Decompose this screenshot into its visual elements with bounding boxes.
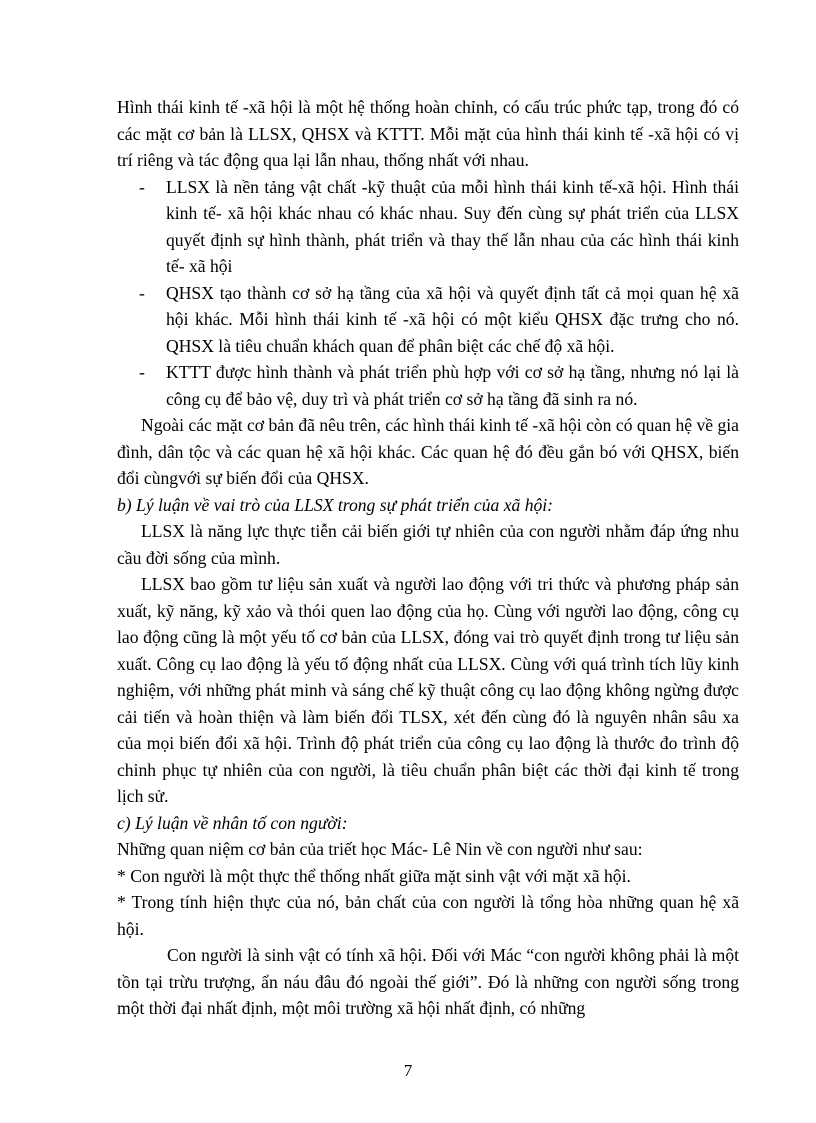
- bullet-mark: -: [139, 176, 145, 197]
- page-number: 7: [403, 1061, 413, 1080]
- bullet-text: QHSX tạo thành cơ sở hạ tầng của xã hội và quyết định tất cả mọi quan hệ xã hội khác. Mỗi hình thái kinh tế -xã hội có một kiểu QHSX đặc trưng cho nó. QHSX là tiêu chuẩn khách quan để phân biệt các chế độ xã hội.: [166, 282, 739, 356]
- paragraph-llsx-definition: LLSX là năng lực thực tiễn cải biến giới tự nhiên của con người nhằm đáp ứng nhu cầu đời sống của mình.: [117, 521, 739, 568]
- bullet-mark: -: [139, 362, 145, 382]
- section-heading-b: b) Lý luận về vai trò của LLSX trong sự phát triển của xã hội:: [117, 494, 554, 515]
- paragraph-intro: Hình thái kinh tế -xã hội là một hệ thống hoàn chỉnh, có cấu trúc phức tạp, trong đó có các mặt cơ bản là LLSX, QHSX và KTTT. Mỗi mặt của hình thái kinh tế -xã hội có vị trí riêng và tác động qua lại lẫn nhau, thống nhất với nhau.: [117, 97, 739, 170]
- bullet-item: [117, 359, 739, 412]
- bullet-mark: -: [139, 282, 145, 303]
- star-item-2: * Trong tính hiện thực của nó, bản chất của con người là tổng hòa những quan hệ xã hội.: [117, 892, 739, 939]
- section-heading-c: c) Lý luận về nhân tố con người:: [117, 812, 348, 833]
- bullet-text: KTTT được hình thành và phát triển phù hợp với cơ sở hạ tầng, nhưng nó lại là công cụ để bảo vệ, duy trì và phát triển cơ sở hạ tầng đã sinh ra nó.: [166, 362, 739, 409]
- paragraph-social-being: Con người là sinh vật có tính xã hội. Đối với Mác “con người không phải là một tồn tại trừu trượng, ẩn náu đâu đó ngoài thế giới”. Đó là những con người sống trong một thời đại nhất định, một môi trường xã hội nhất định, có những: [117, 945, 739, 1018]
- bullet-item: [117, 174, 739, 280]
- paragraph-llsx-components: LLSX bao gồm tư liệu sản xuất và người lao động với tri thức và phương pháp sản xuất, kỹ năng, kỹ xảo và thói quen lao động của họ. Cùng với người lao động, công cụ lao động cũng là một yếu tố cơ bản của LLSX, đóng vai trò quyết định trong tư liệu sản xuất. Công cụ lao động là yếu tố động nhất của LLSX. Cùng với quá trình tích lũy kinh nghiệm, với những phát minh và sáng chế kỹ thuật công cụ lao động không ngừng được cải tiến và hoàn thiện và làm biến đổi TLSX, xét đến cùng đó là nguyên nhân sâu xa của mọi biến đổi xã hội. Trình độ phát triển của công cụ lao động là thước đo trình độ chinh phục tự nhiên của con người, là tiêu chuẩn phân biệt các thời đại kinh tế trong lịch sử.: [117, 574, 739, 806]
- star-item-1: * Con người là một thực thể thống nhất giữa mặt sinh vật với mặt xã hội.: [117, 865, 631, 886]
- paragraph-other-relations: Ngoài các mặt cơ bản đã nêu trên, các hình thái kinh tế -xã hội còn có quan hệ về gia đình, dân tộc và các quan hệ xã hội khác. Các quan hệ đó đều gắn bó với QHSX, biến đổi cùngvới sự biến đổi của QHSX.: [117, 415, 739, 488]
- bullet-item: [117, 280, 739, 360]
- bullet-text: LLSX là nền tảng vật chất -kỹ thuật của mỗi hình thái kinh tế-xã hội. Hình thái kinh tế- xã hội khác nhau có khác nhau. Suy đến cùng sự phát triển của LLSX quyết định sự hình thành, phát triển và thay thế lẫn nhau của các hình thái kinh tế- xã hội: [166, 176, 739, 276]
- page-content: [117, 94, 739, 1022]
- paragraph-concepts: Những quan niệm cơ bản của triết học Mác- Lê Nin về con người như sau:: [117, 839, 643, 859]
